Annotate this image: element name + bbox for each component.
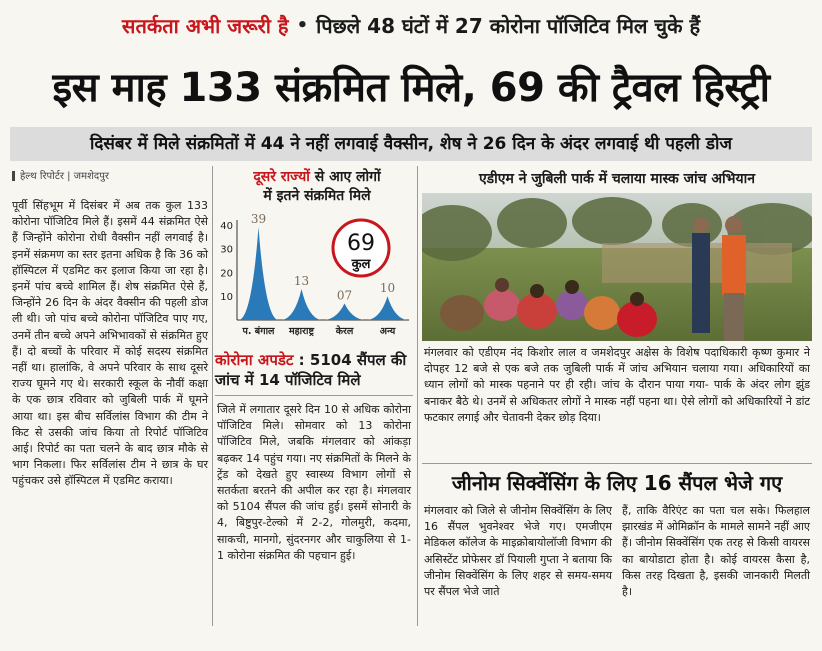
park-photo <box>422 193 812 341</box>
main-headline: इस माह 133 संक्रमित मिले, 69 की ट्रैवल हिस्ट्री <box>52 65 770 111</box>
kicker-line <box>0 0 822 50</box>
update-label-rest: : 5104 सैंपल की जांच में 14 पॉजिटिव मिले <box>215 351 407 389</box>
park-photo-illustration <box>422 193 812 341</box>
area-peak <box>325 303 364 320</box>
total-label: कुल <box>351 257 371 272</box>
genome-col-1: मंगलवार को जिले से जीनोम सिक्वेंसिंग के लिए 16 सैंपल भुवनेश्वर भेजे गए। एमजीएम मेडिकल कॉलेज के माइक्रोबायोलॉजी विभाग की असिस्टेंट प्रोफेसर डॉ पियाली गुप्ता ने बताया कि जीनोम सिक्वेंसिंग के लिए शहर से समय-समय पर सैंपल भेजे जाते <box>424 504 612 599</box>
chart-title-red: दूसरे राज्यों <box>253 169 310 185</box>
total-value: 69 <box>347 231 375 256</box>
left-column-text: पूर्वी सिंहभूम में दिसंबर में अब तक कुल 133 कोरोना पॉजिटिव मिले हैं। इसमें 44 संक्रमित ऐसे हैं जिन्होंने कोरोना रोधी वैक्सीन नहीं लगवाई है। इनमें संक्रमण का स्तर इतना अधिक है कि 36 को हॉस्पिटल में एडमिट कर इलाज किया जा रहा है। इनमें पांच बच्चे शामिल हैं। शेष संक्रमित ऐसे हैं, जिन्होंने 26 दिन के अंदर वैक्सीन की पहली डोज ली थी। जो पांच बच्चे कोरोना पॉजिटिव पाए गए, उनमें तीन बच्चे अपने अभिभावकों से संक्रमित हुए हैं। दो बच्चों के परिवार में कोई सदस्य संक्रमित नहीं था। हालांकि, वे अपने परिवार के साथ दूसरे राज्य घूमने गए थे। सरकारी स्कूल के नौवीं कक्षा के एक छात्र रविवार को जुबिली पार्क में घूमने आया था। इस बीच सर्विलांस विभाग की टीम ने किट से उसकी जांच किया तो रिपोर्ट पॉजिटिव आई। रिपोर्ट का पता चलने के बाद छात्र मौके से भाग निकला। फिर सर्विलांस टीम ने छात्र के घर पहुंचकर उसे हॉस्पिटल में एडमिट कराया। <box>12 199 208 488</box>
subheadline: दिसंबर में मिले संक्रमितों में 44 ने नहीं लगवाई वैक्सीन, शेष ने 26 दिन के अंदर लगवाई थी पहली डोज <box>10 127 812 161</box>
kicker-bullet: • <box>296 14 309 36</box>
update-rule <box>215 395 413 396</box>
area-peak <box>282 289 321 320</box>
divider-right <box>417 166 418 626</box>
chart <box>215 212 413 342</box>
y-tick-label: 20 <box>220 268 233 280</box>
update-label-red: कोरोना अपडेट <box>215 351 294 369</box>
x-axis-labels <box>242 325 396 337</box>
update-body: जिले में लगातार दूसरे दिन 10 से अधिक कोरोना पॉजिटिव मिले। सोमवार को 13 कोरोना पॉजिटिव मिले, जबकि मंगलवार को आंकड़ा बढ़कर 14 पहुंच गया। नए संक्रमितों के मिलने के ट्रेंड को देखते हुए स्वास्थ्य विभाग लोगों से सतर्कता बरतने की अपील कर रहा है। मंगलवार को 5104 सैंपल की जांच हुई। इसमें सोनारी के 4, बिष्टुपुर-टेल्को में 2-2, गोलमुरी, कदमा, साकची, मानगो, सुंदरनगर और चाकुलिया से 1-1 कोरोना संक्रमित की पहचान हुई। <box>217 403 411 562</box>
chart-title-line2: में इतने संक्रमित मिले <box>263 188 371 204</box>
genome-col-2: हैं, ताकि वैरिएंट का पता चल सके। फिलहाल झारखंड में ओमिक्रॉन के मामले सामने नहीं आए हैं। जीनोम सिक्वेंसिंग एक तरह से किसी वायरस का बायोडाटा होता है। कोई वायरस कैसा है, किस तरह दिखता है, इसकी जानकारी मिलती है। <box>622 504 810 599</box>
byline <box>12 168 212 182</box>
byline-text: हेल्थ रिपोर्टर | जमशेदपुर <box>20 171 109 182</box>
area-peak <box>368 296 407 320</box>
genome-rule <box>422 463 812 464</box>
chart-svg <box>215 212 413 342</box>
area-peak <box>239 227 278 320</box>
update-heading <box>215 350 413 390</box>
y-axis-ticks <box>220 221 233 303</box>
x-tick-label: प. बंगाल <box>242 326 275 337</box>
chart-title-rest: से आए लोगों <box>309 169 381 185</box>
chart-title <box>222 168 412 206</box>
byline-bar <box>12 171 15 181</box>
kicker-red-text: सतर्कता अभी जरूरी है <box>121 13 289 38</box>
y-tick-label: 10 <box>220 292 233 304</box>
divider-left <box>212 166 213 626</box>
value-label: 39 <box>250 212 267 227</box>
photo-heading: एडीएम ने जुबिली पार्क में चलाया मास्क जांच अभियान <box>478 171 756 187</box>
y-tick-label: 40 <box>220 220 233 232</box>
value-label: 10 <box>379 281 396 296</box>
value-label: 07 <box>336 288 353 303</box>
kicker-rest-text: पिछले 48 घंटों में 27 कोरोना पॉजिटिव मिल चुके हैं <box>316 13 701 38</box>
photo-caption: मंगलवार को एडीएम नंद किशोर लाल व जमशेदपुर अक्षेस के विशेष पदाधिकारी कृष्ण कुमार ने दोपहर 12 बजे से एक बजे तक जुबिली पार्क में जांच अभियान चलाया गया। अधिकारियों का ध्यान लोगों को मास्क पहनाने पर ही रही। जांच के दौरान पाया गया- पार्क के अंदर लोग झुंड बनाकर बैठे थे। उनमें से अधिकतर लोगों ने मास्क नहीं पहना था। ऐसे लोगों को अधिकारियों ने डांट फटकार लगाई और चेतावनी देकर छोड़ दिया। <box>424 346 810 424</box>
value-label: 13 <box>293 274 310 289</box>
genome-heading: जीनोम सिक्वेंसिंग के लिए 16 सैंपल भेजे गए <box>451 471 783 495</box>
x-tick-label: केरल <box>335 326 354 337</box>
x-tick-label: अन्य <box>379 326 396 337</box>
y-tick-label: 30 <box>220 244 233 256</box>
x-tick-label: महाराष्ट्र <box>288 326 315 337</box>
